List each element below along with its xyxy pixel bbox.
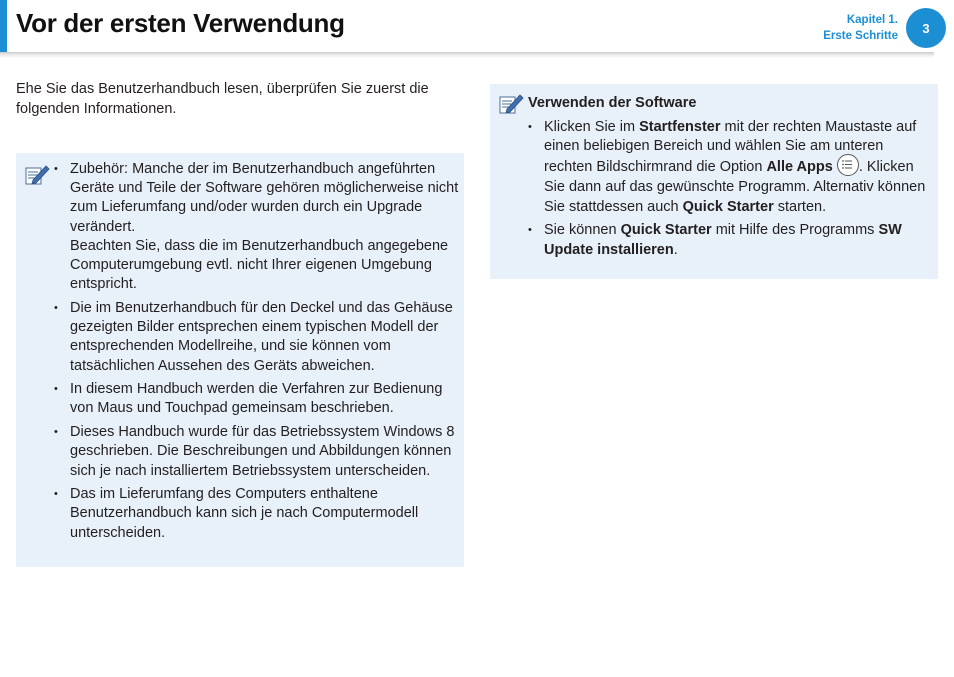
item-bold-text: Startfenster bbox=[639, 119, 721, 135]
item-text: . bbox=[673, 241, 678, 258]
list-item bbox=[54, 160, 460, 294]
intro-line-1: Ehe Sie das Benutzerhandbuch lesen, überprüfen Sie zuerst die bbox=[16, 81, 429, 97]
page-title: Vor der ersten Verwendung bbox=[16, 8, 345, 38]
item-text: Klicken Sie im bbox=[544, 119, 640, 135]
list-item: • Dieses Handbuch wurde für das Betriebssystem Windows 8 geschrieben. Die Beschreibungen und Abbildungen können sich je nach installiertem Betriebssystem unterscheiden. bbox=[54, 423, 460, 481]
list-item: • In diesem Handbuch werden die Verfahren zur Bedienung von Maus und Touchpad gemeinsam beschrieben. bbox=[54, 380, 460, 418]
item-text: . Klicken Sie dann auf das gewünschte Programm. Alternativ können Sie stattdessen auch bbox=[544, 159, 926, 215]
page-number-badge: 3 bbox=[906, 8, 946, 48]
chapter-info bbox=[823, 12, 898, 44]
item-bold-text: Alle Apps bbox=[766, 159, 833, 176]
item-bold-text: Quick Starter bbox=[682, 198, 774, 215]
intro-paragraph bbox=[16, 79, 456, 119]
note-text: Zubehör: Manche der im Benutzerhandbuch angeführten Geräte und Teile der Software gehören möglicherweise nicht zum Lieferumfang und/oder wurden durch ein Upgrade verändert. bbox=[70, 161, 459, 235]
notes-list-left bbox=[54, 160, 460, 547]
list-item bbox=[528, 221, 934, 259]
header-divider bbox=[0, 52, 934, 58]
notes-box-right bbox=[490, 84, 938, 279]
pencil-note-icon bbox=[24, 163, 50, 187]
intro-line-2: folgenden Informationen. bbox=[16, 101, 177, 117]
item-text: starten. bbox=[773, 198, 827, 215]
header-accent-bar bbox=[0, 0, 7, 52]
item-bold-text: SW Update installieren bbox=[544, 222, 902, 258]
item-text: Sie können bbox=[544, 222, 621, 239]
item-text: mit Hilfe des Programms bbox=[711, 222, 879, 239]
chapter-name: Erste Schritte bbox=[823, 30, 898, 42]
note-text: Beachten Sie, dass die im Benutzerhandbuch angegebene Computerumgebung evtl. nicht Ihrer eigenen Umgebung entspricht. bbox=[70, 237, 449, 293]
all-apps-list-icon bbox=[837, 154, 859, 176]
item-text: mit der rechten Maustaste auf einen beliebigen Bereich und wählen Sie am unteren rechten Bildschirmrand die Option bbox=[544, 119, 917, 176]
notes-box-left bbox=[16, 153, 464, 567]
note-heading: Verwenden der Software bbox=[528, 95, 697, 111]
list-item: • Die im Benutzerhandbuch für den Deckel und das Gehäuse gezeigten Bilder entsprechen einem typischen Modell der entsprechenden Modellreihe, und sie können vom tatsächlichen Aussehen des Geräts abweichen. bbox=[54, 299, 460, 376]
list-item: • Das im Lieferumfang des Computers enthaltene Benutzerhandbuch kann sich je nach Computermodell unterscheiden. bbox=[54, 485, 460, 543]
chapter-label: Kapitel 1. bbox=[846, 14, 898, 26]
item-bold-text: Quick Starter bbox=[620, 222, 712, 239]
pencil-note-icon bbox=[498, 92, 524, 116]
list-item bbox=[528, 118, 934, 217]
notes-list-right bbox=[528, 118, 934, 264]
